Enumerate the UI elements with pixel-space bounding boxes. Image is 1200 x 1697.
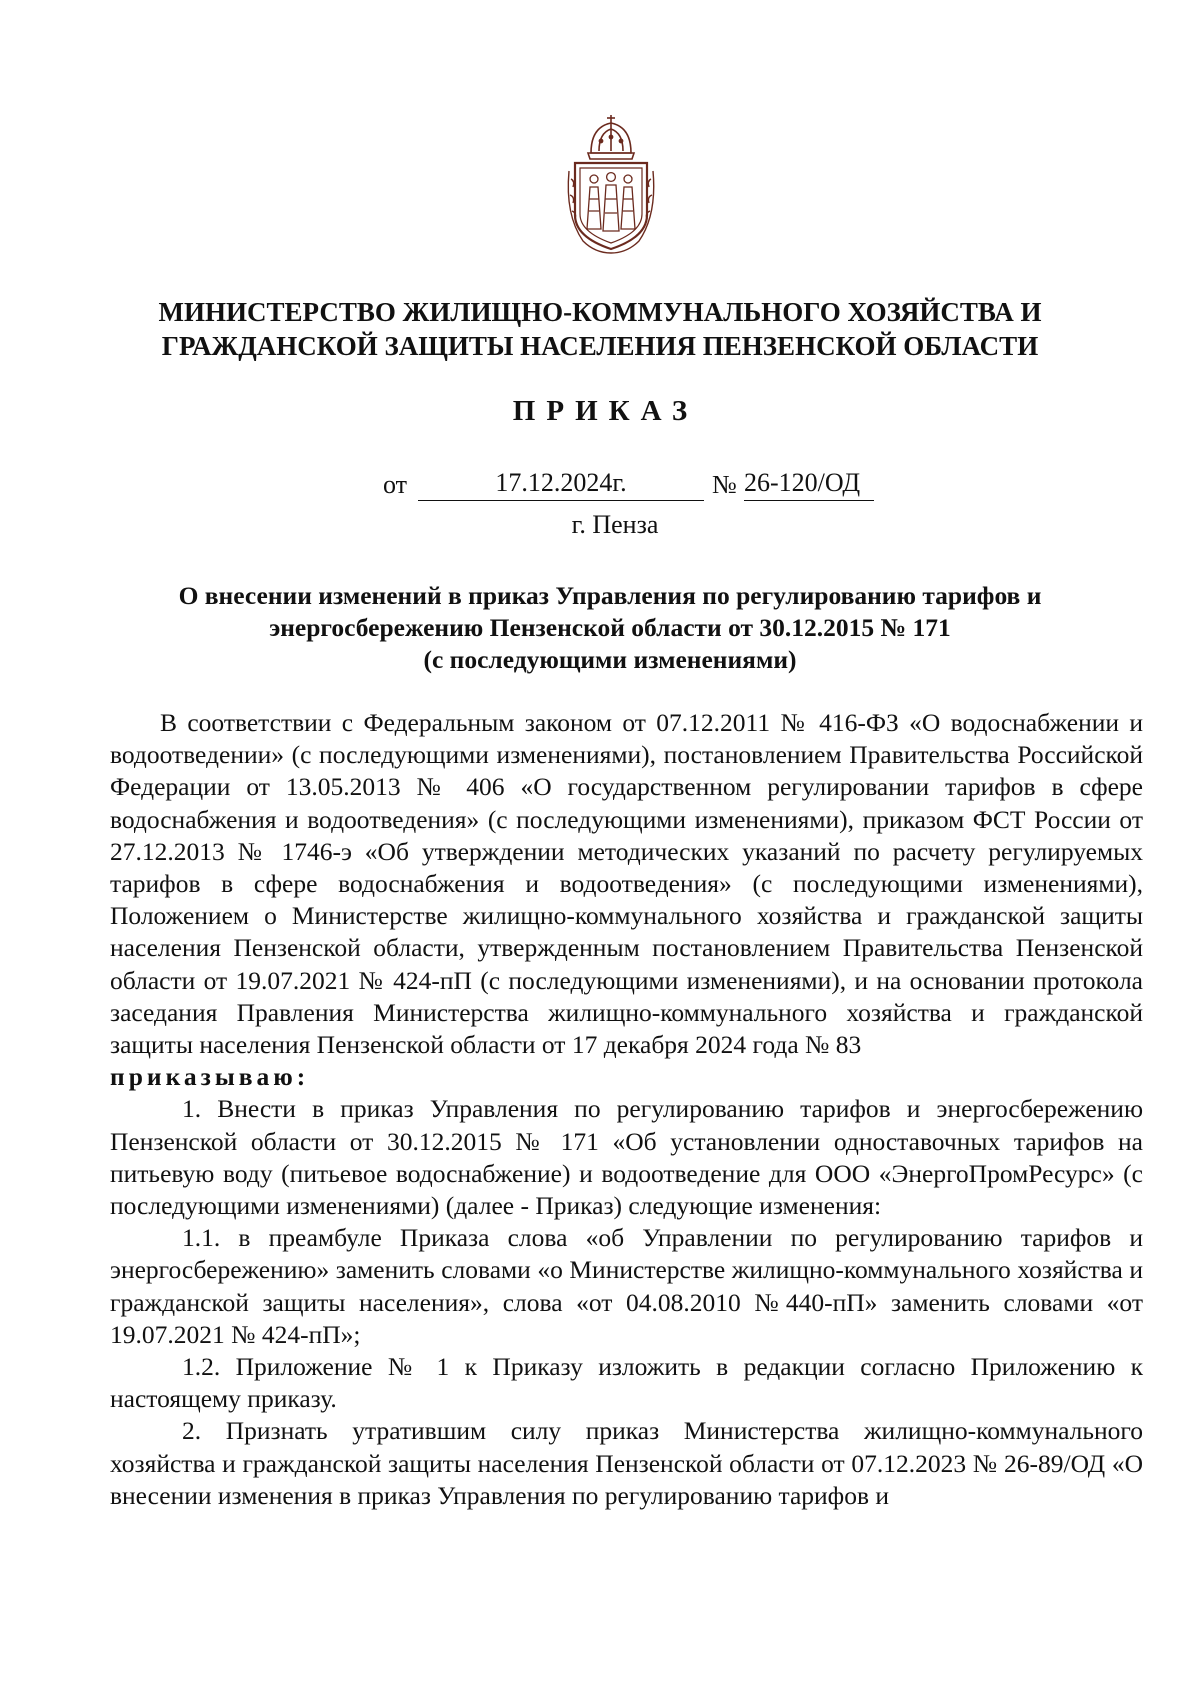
preamble-paragraph: В соответствии с Федеральным законом от 07.12.2011 № 416-ФЗ «О водоснабжении и водоотведении» (с последующими изменениями), постановлением Правительства Российской Федерации от 13.05.2013 № 406 «О государственном регулировании тарифов в сфере водоснабжения и водоотведения» (с последующими изменениями), приказом ФСТ России от 27.12.2013 № 1746-э «Об утверждении методических указаний по расчету регулируемых тарифов в сфере водоснабжения и водоотведения» (с последующими изменениями), Положением о Министерстве жилищно-коммунального хозяйства и гражданской защиты населения Пензенской области, утвержденным постановлением Правительства Пензенской области от 19.07.2021 № 424-пП (с последующими изменениями), и на основании протокола заседания Правления Министерства жилищно-коммунального хозяйства и гражданской защиты населения Пензенской области от 17 декабря 2024 года № 83 — [110, 708, 1143, 1060]
ministry-name-line-1: МИНИСТЕРСТВО ЖИЛИЩНО-КОММУНАЛЬНОГО ХОЗЯЙСТВА И — [158, 297, 1042, 327]
document-date: 17.12.2024г. — [418, 468, 704, 501]
item-1-2-paragraph: 1.2. Приложение № 1 к Приказу изложить в редакции согласно Приложению к настоящему приказу. — [110, 1352, 1143, 1414]
document-city: г. Пенза — [571, 510, 659, 539]
item-1-1-paragraph: 1.1. в преамбуле Приказа слова «об Управлении по регулированию тарифов и энергосбережению» заменить словами «о Министерстве жилищно-коммунального хозяйства и гражданской защиты населения», слова «от 04.08.2010 №440-пП» заменить словами «от 19.07.2021 № 424-пП»; — [110, 1223, 1143, 1349]
document-body — [110, 707, 1143, 1512]
number-label: № — [712, 470, 737, 499]
document-type-title: ПРИКАЗ — [512, 395, 699, 427]
document-date-number-row — [0, 468, 1200, 502]
subject-line-3: (с последующими изменениями) — [423, 645, 797, 674]
item-1-paragraph: 1. Внести в приказ Управления по регулированию тарифов и энергосбережению Пензенской области от 30.12.2015 № 171 «Об установлении одноставочных тарифов на питьевую воду (питьевое водоснабжение) и водоотведение для ООО «ЭнергоПромРесурс» (с последующими изменениями) (далее - Приказ) следующие изменения: — [110, 1094, 1143, 1221]
ministry-name — [100, 295, 1100, 363]
document-subject — [110, 580, 1110, 676]
order-word: приказываю: — [110, 1062, 310, 1092]
document-number: 26-120/ОД — [744, 468, 874, 501]
subject-line-2: энергосбережению Пензенской области от 30.12.2015 № 171 — [269, 613, 951, 642]
item-2-paragraph: 2. Признать утратившим силу приказ Министерства жилищно-коммунального хозяйства и гражданской защиты населения Пензенской области от 07.12.2023 № 26-89/ОД «О внесении изменения в приказ Управления по регулированию тарифов и — [110, 1416, 1143, 1510]
date-label: от — [383, 470, 408, 499]
subject-line-1: О внесении изменений в приказ Управления по регулированию тарифов и — [178, 581, 1042, 610]
ministry-name-line-2: ГРАЖДАНСКОЙ ЗАЩИТЫ НАСЕЛЕНИЯ ПЕНЗЕНСКОЙ ОБЛАСТИ — [161, 331, 1039, 361]
coat-of-arms-icon — [561, 115, 661, 255]
